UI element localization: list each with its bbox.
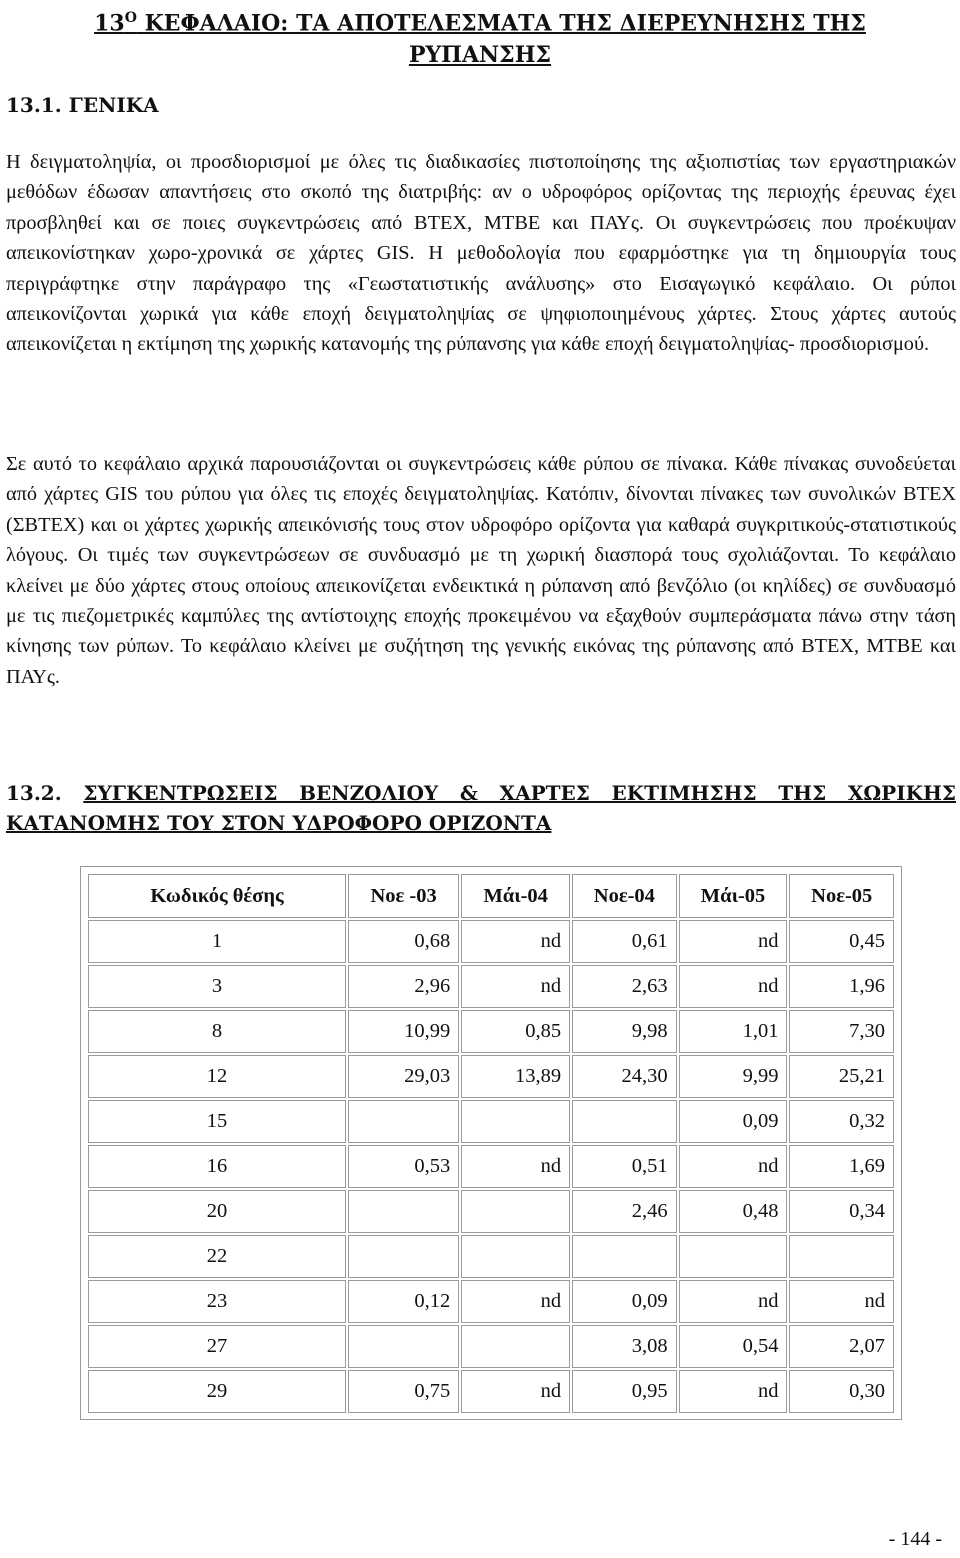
concentration-cell [461, 1190, 570, 1233]
site-code-cell: 27 [88, 1325, 346, 1368]
section-heading-text: ΣΥΓΚΕΝΤΡΩΣΕΙΣ ΒΕΝΖΟΛΙΟΥ & ΧΑΡΤΕΣ ΕΚΤΙΜΗΣΗΣ ΤΗΣ ΧΩΡΙΚΗΣ ΚΑΤΑΝΟΜΗΣ ΤΟΥ ΣΤΟΝ ΥΔΡΟΦΟΡΟ ΟΡΙΖΟΝΤΑ [6, 781, 957, 835]
concentration-cell [461, 1100, 570, 1143]
concentration-cell: 0,75 [348, 1370, 459, 1413]
concentration-cell [679, 1235, 788, 1278]
concentration-cell [461, 1325, 570, 1368]
concentration-cell: 0,54 [679, 1325, 788, 1368]
table-header-cell: Νοε -03 [348, 874, 459, 918]
table-header-cell: Νοε-05 [789, 874, 894, 918]
concentration-cell: 2,07 [789, 1325, 894, 1368]
concentration-cell [572, 1235, 676, 1278]
concentration-cell: nd [679, 1145, 788, 1188]
table-row [88, 965, 894, 1008]
concentration-cell: 9,98 [572, 1010, 676, 1053]
section-heading-benzene [6, 778, 956, 838]
page-number: - 144 - [888, 1528, 942, 1550]
body-paragraph-2: Σε αυτό το κεφάλαιο αρχικά παρουσιάζονται οι συγκεντρώσεις κάθε ρύπου σε πίνακα. Κάθε πίνακας συνοδεύεται από χάρτες GIS του ρύπου για όλες τις εποχές δειγματοληψίας. Κατόπιν, δίνονται πίνακες των συνολικών BTEX (ΣBTEX) και οι χάρτες χωρικής απεικόνισής τους στον υδροφόρο ορίζοντα για καθαρά συγκριτικούς-στατιστικούς λόγους. Οι τιμές των συγκεντρώσεων σε συνδυασμό με τη χωρική διασπορά τους σχολιάζονται. Το κεφάλαιο κλείνει με δύο χάρτες στους οποίους απεικονίζεται ενδεικτικά η ρύπανση από βενζόλιο (οι κηλίδες) σε συνδυασμό με τις πιεζομετρικές καμπύλες της αντίστοιχης εποχής προκειμένου να εξαχθούν συμπεράσματα πάνω στην τάση κίνησης των ρύπων. Το κεφάλαιο κλείνει με συζήτηση της γενικής εικόνας της ρύπανσης από BTEX, MTBE και ΠΑΥς. [6, 453, 956, 688]
concentration-cell: nd [679, 920, 788, 963]
table-body [88, 920, 894, 1413]
concentration-cell: nd [789, 1280, 894, 1323]
concentration-cell [348, 1100, 459, 1143]
concentration-cell: 1,69 [789, 1145, 894, 1188]
table-header-row [88, 874, 894, 918]
table-header-cell: Μάι-04 [461, 874, 570, 918]
site-code-cell: 22 [88, 1235, 346, 1278]
table-row [88, 1280, 894, 1323]
table-row [88, 1010, 894, 1053]
concentration-cell [348, 1235, 459, 1278]
concentration-cell: 3,08 [572, 1325, 676, 1368]
site-code-cell: 16 [88, 1145, 346, 1188]
body-paragraph-1: Η δειγματοληψία, οι προσδιορισμοί με όλες τις διαδικασίες πιστοποίησης της αξιοπιστίας των εργαστηριακών μεθόδων έδωσαν απαντήσεις στο σκοπό της διατριβής: αν ο υδροφόρος ορίζοντας της περιοχής έρευνας έχει προσβληθεί και σε ποιες συγκεντρώσεις από BTEX, MTBE και ΠΑΥς. Οι συγκεντρώσεις που προέκυψαν απεικονίστηκαν χωρο-χρονικά σε χάρτες GIS. Η μεθοδολογία που εφαρμόστηκε για τη δημιουργία τους περιγράφτηκε στην παράγραφο της «Γεωστατιστικής ανάλυσης» στο Εισαγωγικό κεφάλαιο. Οι ρύποι απεικονίζονται χωρικά για κάθε εποχή δειγματοληψίας σε ψηφιοποιημένους χάρτες. Στους χάρτες αυτούς απεικονίζεται η εκτίμηση της χωρικής κατανομής της ρύπανσης για κάθε εποχή δειγματοληψίας- προσδιορισμού. [6, 151, 956, 356]
concentration-cell: 0,95 [572, 1370, 676, 1413]
table-row [88, 1190, 894, 1233]
concentration-cell: nd [461, 1280, 570, 1323]
concentration-cell: 25,21 [789, 1055, 894, 1098]
concentration-cell: 0,53 [348, 1145, 459, 1188]
concentration-cell: 0,12 [348, 1280, 459, 1323]
chapter-ordinal-superscript: Ο [124, 10, 137, 26]
concentration-table-frame [80, 866, 902, 1420]
concentration-cell: 2,46 [572, 1190, 676, 1233]
chapter-number: 13 [94, 10, 125, 37]
concentration-cell: nd [679, 965, 788, 1008]
site-code-cell: 15 [88, 1100, 346, 1143]
concentration-cell: 0,34 [789, 1190, 894, 1233]
concentration-cell: 0,48 [679, 1190, 788, 1233]
concentration-cell: 7,30 [789, 1010, 894, 1053]
concentration-cell: nd [461, 1370, 570, 1413]
concentration-cell: 9,99 [679, 1055, 788, 1098]
table-header-cell: Νοε-04 [572, 874, 676, 918]
site-code-cell: 3 [88, 965, 346, 1008]
table-row [88, 1325, 894, 1368]
concentration-cell: 0,51 [572, 1145, 676, 1188]
concentration-cell [348, 1190, 459, 1233]
table-row [88, 1370, 894, 1413]
concentration-cell: nd [461, 920, 570, 963]
chapter-title [40, 2, 920, 71]
concentration-cell [572, 1100, 676, 1143]
table-row [88, 1055, 894, 1098]
concentration-cell: 2,96 [348, 965, 459, 1008]
concentration-cell: 0,45 [789, 920, 894, 963]
table-row [88, 1145, 894, 1188]
table-row [88, 1235, 894, 1278]
concentration-cell: 24,30 [572, 1055, 676, 1098]
concentration-cell: nd [461, 965, 570, 1008]
site-code-cell: 20 [88, 1190, 346, 1233]
table-row [88, 1100, 894, 1143]
concentration-cell [461, 1235, 570, 1278]
concentration-cell [348, 1325, 459, 1368]
concentration-cell: 1,01 [679, 1010, 788, 1053]
concentration-cell: nd [679, 1280, 788, 1323]
site-code-cell: 8 [88, 1010, 346, 1053]
table-header-cell: Κωδικός θέσης [88, 874, 346, 918]
concentration-cell: 2,63 [572, 965, 676, 1008]
concentration-cell: 0,68 [348, 920, 459, 963]
table-header-cell: Μάι-05 [679, 874, 788, 918]
concentration-cell: 0,32 [789, 1100, 894, 1143]
concentration-cell: 1,96 [789, 965, 894, 1008]
site-code-cell: 29 [88, 1370, 346, 1413]
concentration-cell: 29,03 [348, 1055, 459, 1098]
site-code-cell: 12 [88, 1055, 346, 1098]
concentration-cell: 10,99 [348, 1010, 459, 1053]
chapter-title-line2: ΡΥΠΑΝΣΗΣ [408, 42, 552, 69]
benzene-concentration-table [86, 872, 896, 1415]
section-number: 13.2. [6, 781, 62, 805]
concentration-cell [789, 1235, 894, 1278]
concentration-cell: 13,89 [461, 1055, 570, 1098]
concentration-cell: 0,09 [679, 1100, 788, 1143]
concentration-cell: 0,30 [789, 1370, 894, 1413]
concentration-cell: 0,61 [572, 920, 676, 963]
section-heading-general: 13.1. ΓΕΝΙΚΑ [6, 93, 159, 117]
site-code-cell: 23 [88, 1280, 346, 1323]
concentration-cell: nd [461, 1145, 570, 1188]
chapter-title-line1: ΚΕΦΑΛΑΙΟ: ΤΑ ΑΠΟΤΕΛΕΣΜΑΤΑ ΤΗΣ ΔΙΕΡΕΥΝΗΣΗΣ ΤΗΣ [136, 10, 866, 37]
concentration-cell: 0,09 [572, 1280, 676, 1323]
concentration-cell: 0,85 [461, 1010, 570, 1053]
concentration-cell: nd [679, 1370, 788, 1413]
site-code-cell: 1 [88, 920, 346, 963]
table-row [88, 920, 894, 963]
